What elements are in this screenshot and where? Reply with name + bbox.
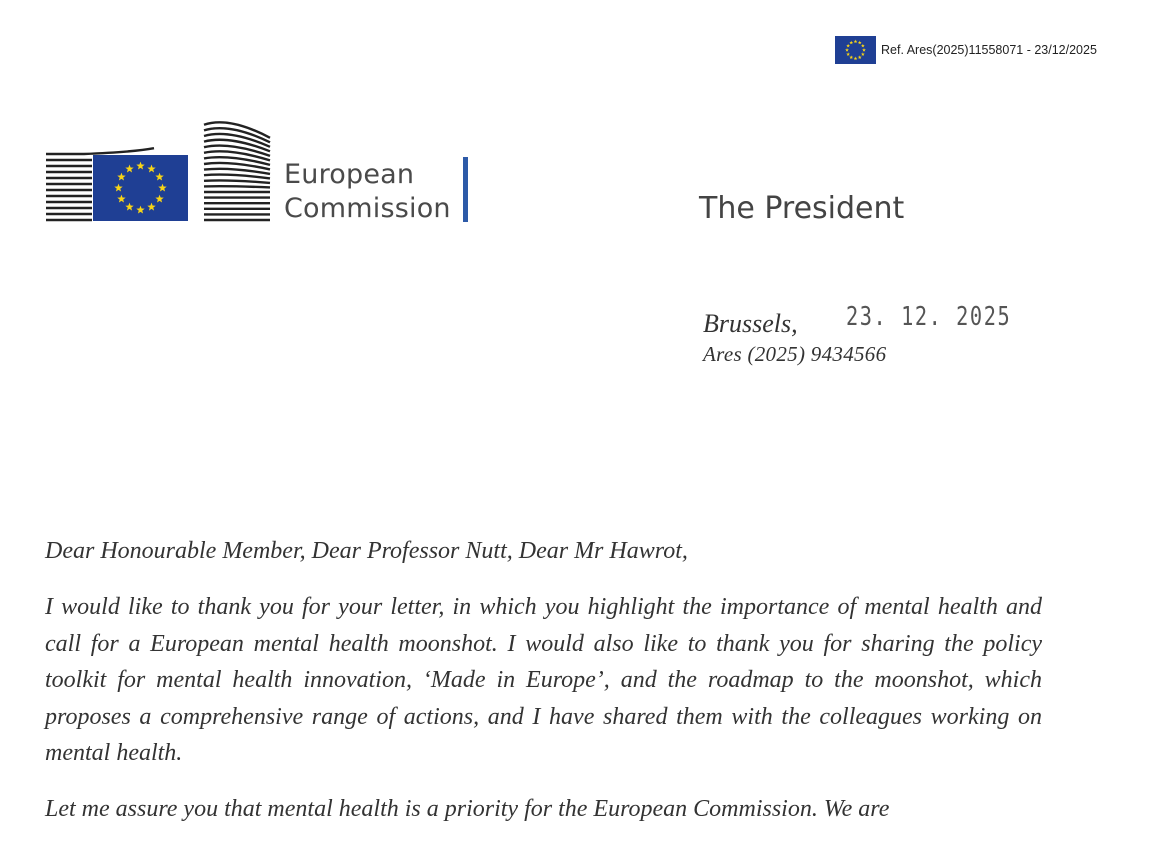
reference-stamp: [835, 36, 1097, 64]
logo-word-commission: Commission: [284, 193, 451, 224]
building-right-lines: [204, 122, 270, 220]
date-stamp: 23. 12. 2025: [846, 302, 1012, 332]
building-line: [204, 186, 270, 187]
eu-flag-icon: [835, 36, 876, 64]
building-line: [204, 175, 270, 179]
building-line: [204, 169, 270, 174]
reference-number: Ref. Ares(2025)11558071 - 23/12/2025: [881, 43, 1097, 57]
paragraph-1: I would like to thank you for your letter, in which you highlight the importance of mental health and call for a European mental health moonshot. I would also like to thank you for sharing the policy toolkit for mental health innovation, ‘Made in Europe’, and the roadmap to the moonshot, which proposes a comprehensive range of actions, and I have shared them with the colleagues working on mental health.: [45, 594, 1042, 766]
ares-number: Ares (2025) 9434566: [703, 342, 887, 366]
logo-word-european: European: [284, 159, 415, 190]
building-line: [46, 148, 154, 154]
logo-divider: [463, 157, 468, 222]
sender-title: The President: [699, 191, 905, 226]
letter-body: [45, 533, 1042, 846]
paragraph-2: Let me assure you that mental health is a priority for the European Commission. We are: [45, 795, 890, 822]
salutation: Dear Honourable Member, Dear Professor Nutt, Dear Mr Hawrot,: [45, 538, 688, 564]
dateline-place: Brussels,: [703, 309, 798, 338]
building-line: [204, 180, 270, 183]
